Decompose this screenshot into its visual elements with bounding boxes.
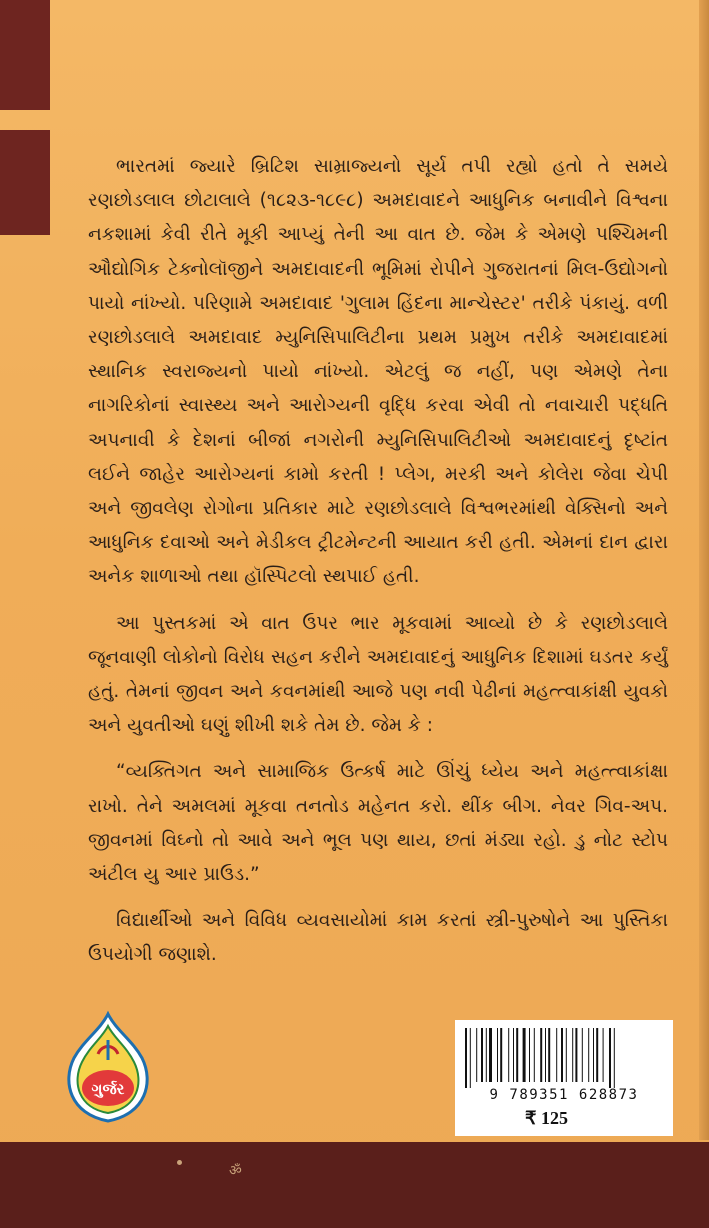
maroon-tab-top (0, 0, 50, 110)
barcode-bar (582, 1028, 583, 1082)
barcode-bar (523, 1028, 526, 1082)
barcode-bar (561, 1028, 563, 1082)
barcode-bar (548, 1028, 550, 1082)
barcode-bar (572, 1028, 573, 1082)
barcode-bar (508, 1028, 509, 1082)
barcode-bar (588, 1028, 589, 1082)
blurb-paragraph-2: આ પુસ્તકમાં એ વાત ઉપર ભાર મૂકવામાં આવ્યો છે કે રણછોડલાલે જૂનવાણી લોકોનો વિરોધ સહન કરીને અમદાવાદનું આધુનિક દિશામાં ઘડતર કર્યું હતું. તેમનાં જીવન અને કવનમાંથી આજે પણ નવી પેઢીનાં મહત્ત્વાકાંક્ષી યુવકો અને યુવતીઓ ઘણું શીખી શકે તેમ છે. જેમ કે : (88, 612, 668, 737)
logo-text: ગુર્જર (91, 1080, 125, 1098)
barcode-bar (489, 1028, 492, 1082)
maroon-tab-middle (0, 130, 50, 235)
barcode-bar (545, 1028, 546, 1082)
isbn-number: 9 789351 628873 (489, 1087, 639, 1103)
barcode-bar (534, 1028, 535, 1082)
barcode-bar (486, 1028, 487, 1082)
barcode-bar (556, 1028, 557, 1082)
barcode-bar (465, 1028, 467, 1088)
barcode-bar (596, 1028, 598, 1082)
band-dot (177, 1160, 182, 1165)
barcode-bar (575, 1028, 577, 1082)
barcode-panel (455, 1020, 673, 1136)
barcode-bar (609, 1028, 611, 1088)
barcode (465, 1028, 663, 1088)
barcode-bar (603, 1028, 604, 1082)
blurb-text (88, 150, 668, 985)
bottom-band (0, 1142, 709, 1228)
barcode-bar (529, 1028, 530, 1082)
barcode-bar (566, 1028, 567, 1082)
barcode-bar (481, 1028, 483, 1082)
barcode-bar (476, 1028, 477, 1082)
barcode-bar (540, 1028, 542, 1082)
barcode-bar (497, 1028, 498, 1082)
blurb-paragraph-4: વિદ્યાર્થીઓ અને વિવિધ વ્યવસાયોમાં કામ કરતાં સ્ત્રી-પુરુષોને આ પુસ્તિકા ઉપયોગી જણાશે. (88, 910, 668, 966)
barcode-bar (516, 1028, 518, 1082)
price-label: ₹ 125 (525, 1108, 568, 1128)
barcode-bar (513, 1028, 514, 1082)
blurb-quote: “વ્યક્તિગત અને સામાજિક ઉત્કર્ષ માટે ઊંચું ધ્યેય અને મહત્ત્વાકાંક્ષા રાખો. તેને અમલમાં મૂકવા તનતોડ મહેનત કરો. થીંક બીગ. નેવર ગિવ-અપ. જીવનમાં વિઘ્નો તો આવે અને ભૂલ પણ થાય, છતાં મંડ્યા રહો. ડુ નોટ સ્ટોપ અંટીલ યુ આર પ્રાઉડ.” (88, 761, 668, 886)
barcode-bar (593, 1028, 594, 1082)
blurb-paragraph-1: ભારતમાં જ્યારે બ્રિટિશ સામ્રાજ્યનો સૂર્ય તપી રહ્યો હતો તે સમયે રણછોડલાલ છોટાલાલે (૧૮૨૩-૧૮૯૮) અમદાવાદને આધુનિક બનાવીને વિશ્વના નકશામાં કેવી રીતે મૂકી આપ્યું તેની આ વાત છે. જેમ કે એમણે પશ્ચિમની ઔદ્યોગિક ટેક્નોલૉજીને અમદાવાદની ભૂમિમાં રોપીને ગુજરાતનાં મિલ-ઉદ્યોગનો પાયો નાંખ્યો. પરિણામે અમદાવાદ 'ગુલામ હિંદના માન્ચેસ્ટર' તરીકે પંકાયું. વળી રણછોડલાલે અમદાવાદ મ્યુનિસિપાલિટીના પ્રથમ પ્રમુખ તરીકે અમદાવાદમાં સ્થાનિક સ્વરાજ્યનો પાયો નાંખ્યો. એટલું જ નહીં, પણ એમણે તેના નાગરિકોનાં સ્વાસ્થ્ય અને આરોગ્યની વૃદ્ધિ કરવા એવી તો નવાચારી પદ્ધતિ અપનાવી કે દેશનાં બીજાં નગરોની મ્યુનિસિપાલિટીઓ અમદાવાદનું દૃષ્ટાંત લઈને જાહેર આરોગ્યનાં કામો કરતી ! પ્લેગ, મરકી અને કોલેરા જેવા ચેપી અને જીવલેણ રોગોના પ્રતિકાર માટે રણછોડલાલે વિશ્વભરમાંથી વેક્સિનો અને આધુનિક દવાઓ અને મેડીકલ ટ્રીટમેન્ટની આયાત કરી હતી. એમનાં દાન દ્વારા અનેક શાળાઓ તથા હૉસ્પિટલો સ્થપાઈ હતી. (88, 156, 668, 588)
barcode-bar (614, 1028, 615, 1088)
publisher-logo (62, 1010, 154, 1125)
barcode-bar (500, 1028, 502, 1082)
cover-edge (699, 0, 709, 1140)
band-mark: ॐ (229, 1163, 242, 1179)
barcode-bar (470, 1028, 471, 1088)
